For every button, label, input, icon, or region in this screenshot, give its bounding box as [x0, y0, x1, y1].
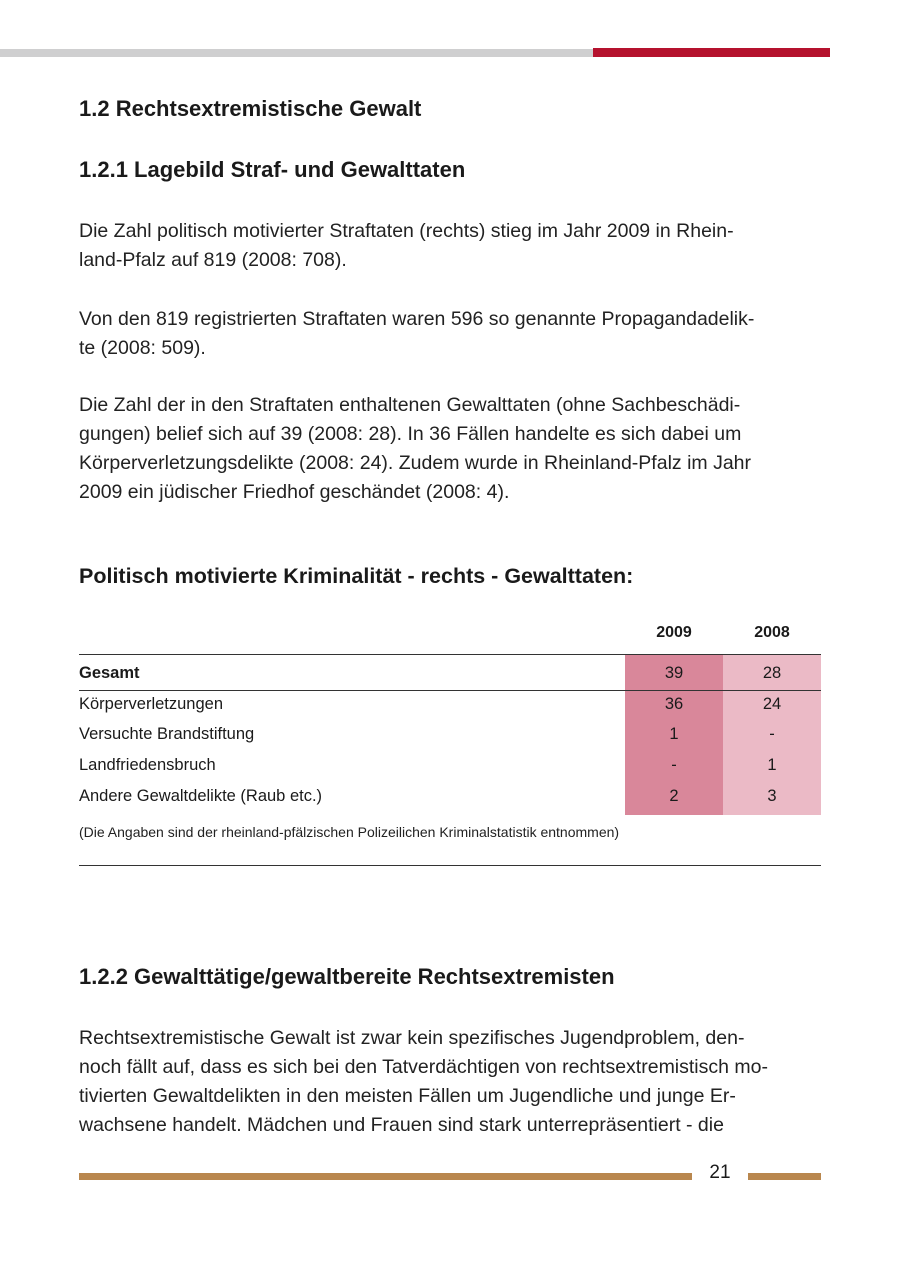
paragraph-gewalttaten: Die Zahl der in den Straftaten enthaltenen Gewalttaten (ohne Sachbeschädi- gungen) belief sich auf 39 (2008: 28). In 36 Fällen handelte es sich dabei um Körperverletzungsdelikte (2008: 24). Zudem wurde in Rheinland-Pfalz im Jahr 2009 ein jüdischer Friedhof geschändet (2008: 4).	[79, 394, 751, 503]
row-value-2009: 2	[669, 787, 679, 805]
table-top-rule	[79, 654, 821, 655]
heading-1-2-1: 1.2.1 Lagebild Straf- und Gewalttaten	[79, 157, 466, 182]
paragraph-straftaten: Die Zahl politisch motivierter Straftaten (rechts) stieg im Jahr 2009 in Rhein- land-Pfalz auf 819 (2008: 708).	[79, 220, 734, 271]
row-value-2009: 39	[664, 664, 684, 682]
row-label: Körperverletzungen	[79, 695, 224, 713]
row-value-2009: 36	[664, 695, 684, 713]
column-header-2008: 2008	[754, 624, 790, 641]
table-bottom-rule	[79, 865, 821, 866]
table-row	[79, 719, 821, 750]
row-label: Gesamt	[79, 664, 140, 682]
row-value-2008: 1	[767, 756, 777, 774]
row-value-2008: 24	[762, 695, 782, 713]
top-accent-bar-gray	[0, 49, 593, 57]
top-accent-bar-red	[593, 48, 830, 57]
table-row	[79, 689, 821, 720]
row-value-2008: 28	[762, 664, 782, 682]
row-value-2009: -	[671, 756, 677, 774]
table-title: Politisch motivierte Kriminalität - rechts - Gewalttaten:	[79, 564, 634, 588]
footer-bar-right	[748, 1173, 821, 1180]
paragraph-jugendproblem: Rechtsextremistische Gewalt ist zwar kein spezifisches Jugendproblem, den- noch fällt auf, dass es sich bei den Tatverdächtigen von rechtsextremistisch mo- tivierten Gewaltdelikten in den meisten Fällen um Jugendliche und junge Er- wachsene handelt. Mädchen und Frauen sind stark unterrepräsentiert - die	[79, 1027, 768, 1136]
row-value-2008: 3	[767, 787, 777, 805]
page-number: 21	[709, 1162, 731, 1183]
row-label: Andere Gewaltdelikte (Raub etc.)	[79, 787, 323, 805]
column-header-2009: 2009	[656, 624, 692, 641]
heading-1-2-2: 1.2.2 Gewalttätige/gewaltbereite Rechtsextremisten	[79, 964, 615, 989]
table-source-note: (Die Angaben sind der rheinland-pfälzischen Polizeilichen Kriminalstatistik entnommen)	[79, 824, 620, 840]
paragraph-propagandadelikte: Von den 819 registrierten Straftaten waren 596 so genannte Propagandadelik- te (2008: 509).	[79, 308, 755, 359]
row-label: Versuchte Brandstiftung	[79, 725, 255, 743]
heading-1-2: 1.2 Rechtsextremistische Gewalt	[79, 96, 422, 121]
row-value-2008: -	[769, 725, 775, 743]
table-row	[79, 750, 821, 781]
table-row-gesamt	[79, 658, 821, 689]
table-row	[79, 781, 821, 812]
row-value-2009: 1	[669, 725, 679, 743]
row-label: Landfriedensbruch	[79, 756, 216, 774]
footer-bar-left	[79, 1173, 692, 1180]
